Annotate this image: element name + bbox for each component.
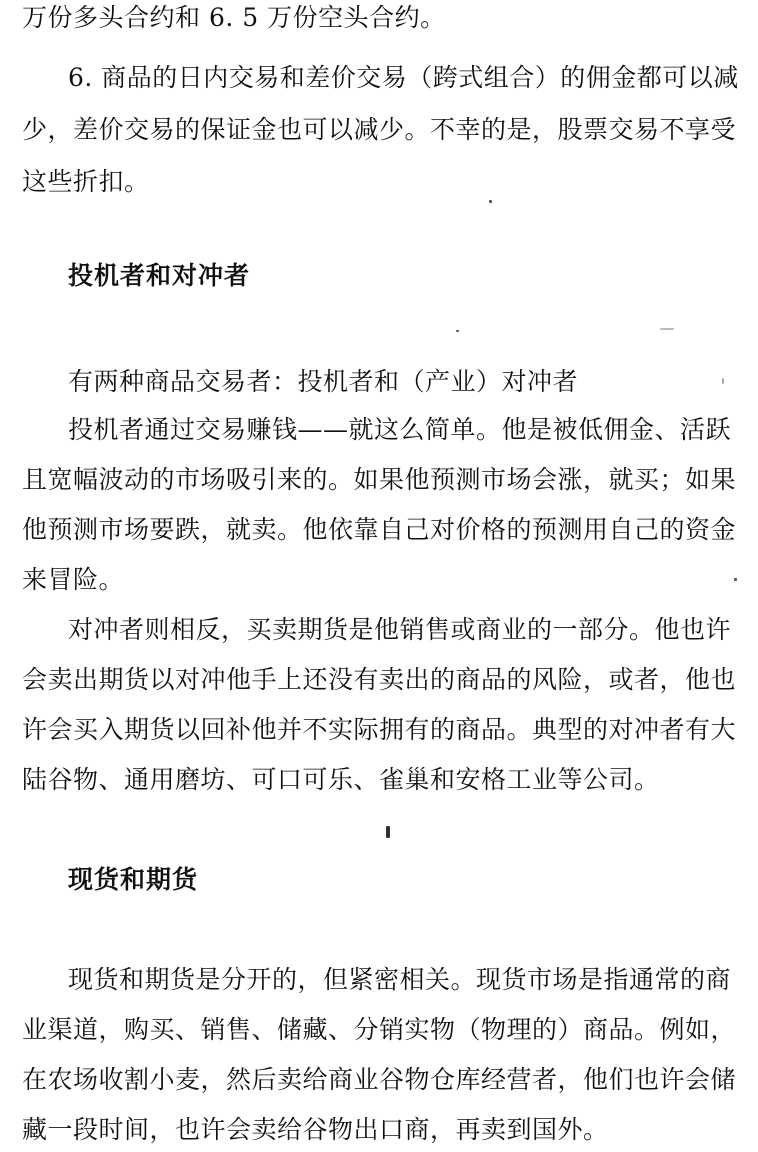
scan-speck — [386, 826, 390, 838]
section-heading: 现货和期货 — [68, 865, 199, 894]
paragraph-line: 在农场收割小麦，然后卖给商业谷物仓库经营者，他们也许会储 — [22, 1065, 737, 1094]
paragraph-line: 对冲者则相反，买卖期货是他销售或商业的一部分。他也许 — [68, 615, 732, 644]
paragraph-line: 业渠道，购买、销售、储藏、分销实物（物理的）商品。例如， — [22, 1015, 737, 1044]
scan-speck — [456, 330, 459, 332]
paragraph-line: 这些折扣。 — [22, 167, 150, 196]
paragraph-line: 万份多头合约和 6. 5 万份空头合约。 — [22, 3, 446, 32]
paragraph-line: 陆谷物、通用磨坊、可口可乐、雀巢和安格工业等公司。 — [22, 765, 660, 794]
paragraph-line: 他预测市场要跌，就卖。他依靠自己对价格的预测用自己的资金 — [22, 515, 737, 544]
scan-speck — [489, 200, 492, 203]
scan-speck — [660, 328, 674, 330]
paragraph-line: 少，差价交易的保证金也可以减少。不幸的是，股票交易不享受 — [22, 115, 737, 144]
paragraph-line: 来冒险。 — [22, 565, 125, 594]
scan-speck — [734, 578, 737, 581]
paragraph-line: 投机者通过交易赚钱——就这么简单。他是被低佣金、活跃 — [68, 415, 732, 444]
section-heading: 投机者和对冲者 — [68, 261, 251, 290]
paragraph-line: 藏一段时间，也许会卖给谷物出口商，再卖到国外。 — [22, 1115, 609, 1144]
paragraph-line: 现货和期货是分开的，但紧密相关。现货市场是指通常的商 — [68, 965, 732, 994]
paragraph-line: 许会买入期货以回补他并不实际拥有的商品。典型的对冲者有大 — [22, 715, 737, 744]
paragraph-line: 且宽幅波动的市场吸引来的。如果他预测市场会涨，就买；如果 — [22, 465, 737, 494]
paragraph-line: 6. 商品的日内交易和差价交易（跨式组合）的佣金都可以减 — [68, 63, 739, 92]
scan-speck — [722, 378, 724, 384]
paragraph-line: 会卖出期货以对冲他手上还没有卖出的商品的风险，或者，他也 — [22, 665, 737, 694]
paragraph-line: 有两种商品交易者：投机者和（产业）对冲者 — [68, 367, 579, 396]
